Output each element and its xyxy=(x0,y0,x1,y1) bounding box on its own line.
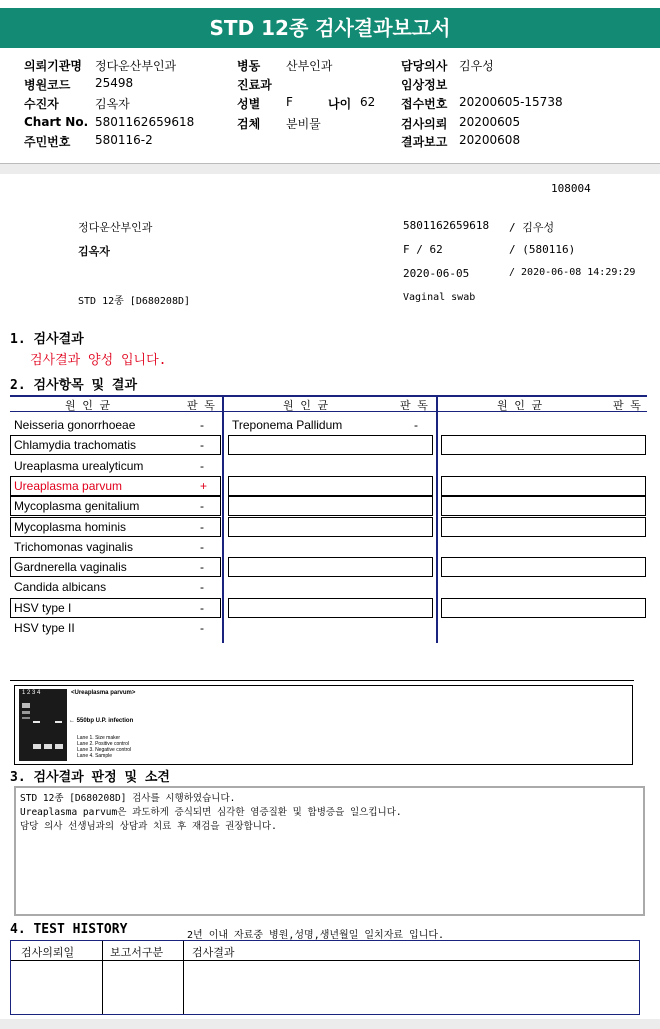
organism-result: - xyxy=(200,540,204,554)
dept-label: 진료과 xyxy=(237,78,272,92)
accession-value: 20200605-15738 xyxy=(459,95,563,109)
history-table xyxy=(10,940,640,1015)
report-doctor: / 김우성 xyxy=(509,221,555,234)
gel-ladder-band xyxy=(22,717,30,719)
section2-title: 2. 검사항목 및 결과 xyxy=(10,378,138,393)
history-col-date: 검사의뢰일 xyxy=(21,946,75,959)
organism-result: + xyxy=(200,479,208,493)
opinion-line-1: STD 12종 [D680208D] 검사를 시행하였습니다. xyxy=(20,793,236,804)
report-date-reported: / 2020-06-08 14:29:29 xyxy=(509,267,636,278)
organism-name: Candida albicans xyxy=(14,580,107,594)
report-title: STD 12종 검사결과보고서 xyxy=(0,8,660,48)
section1-title: 1. 검사결과 xyxy=(10,332,84,347)
organism-result: - xyxy=(200,601,204,615)
report-date-received: 2020-06-05 xyxy=(403,267,470,280)
gel-positive-band xyxy=(33,721,40,723)
col-judge-3: 판 독 xyxy=(613,399,641,412)
doctor-value: 김우성 xyxy=(459,59,494,73)
gel-legend-1: Lane 1. Size maker xyxy=(77,735,121,741)
history-col-result: 검사결과 xyxy=(192,946,235,959)
gel-band-label: ← 550bp U.P. infection xyxy=(69,718,134,724)
report-sample: Vaginal swab xyxy=(403,292,476,303)
report-sex-age: F / 62 xyxy=(403,243,443,256)
chart-value: 5801162659618 xyxy=(95,115,195,129)
organism-name: Gardnerella vaginalis xyxy=(14,560,127,574)
patient-label: 수진자 xyxy=(24,97,59,111)
empty-cell-box xyxy=(441,557,646,577)
gel-separator xyxy=(10,680,634,681)
empty-cell-box xyxy=(441,496,646,516)
specimen-label: 검체 xyxy=(237,117,261,131)
accession-label: 접수번호 xyxy=(401,97,448,111)
ward-label: 병동 xyxy=(237,59,261,73)
col-organism-3: 원 인 균 xyxy=(497,399,543,412)
organism-name: Mycoplasma hominis xyxy=(14,520,127,534)
opinion-box xyxy=(14,786,645,916)
history-col-type: 보고서구분 xyxy=(110,946,164,959)
gel-primer-band xyxy=(33,744,41,749)
organism-result: - xyxy=(200,459,204,473)
age-label: 나이 xyxy=(328,97,352,111)
gel-primer-band xyxy=(44,744,52,749)
ward-value: 산부인과 xyxy=(286,59,333,73)
divider-band xyxy=(0,164,660,174)
empty-cell-box xyxy=(228,435,433,455)
empty-cell-box xyxy=(228,517,433,537)
organism-result: - xyxy=(200,560,204,574)
request-value: 20200605 xyxy=(459,115,521,129)
empty-cell-box xyxy=(228,557,433,577)
hospital-value: 정다운산부인과 xyxy=(95,59,177,73)
organism-name: HSV type II xyxy=(14,621,75,635)
organism-result: - xyxy=(200,520,204,534)
section3-title: 3. 검사결과 판정 및 소견 xyxy=(10,770,170,785)
opinion-line-3: 담당 의사 선생님과의 상담과 치료 후 재검을 권장합니다. xyxy=(20,821,277,832)
report-chart: 5801162659618 xyxy=(403,219,490,232)
history-note: 2년 이내 자료중 병원,성명,생년월일 일치자료 입니다. xyxy=(187,930,445,941)
report-patient: 김옥자 xyxy=(78,245,110,258)
gel-primer-band xyxy=(55,744,63,749)
report-birth: / (580116) xyxy=(509,243,576,256)
gel-legend-2: Lane 2. Positive control xyxy=(77,741,129,747)
id-value: 580116-2 xyxy=(95,133,153,147)
specimen-value: 분비물 xyxy=(286,117,321,131)
report-test: STD 12종 [D680208D] xyxy=(78,296,191,307)
column-divider-1 xyxy=(222,397,224,643)
gel-legend-4: Lane 4. Sample xyxy=(77,753,113,759)
report-hospital: 정다운산부인과 xyxy=(78,221,153,234)
column-divider-2 xyxy=(436,397,438,643)
code-label: 병원코드 xyxy=(24,78,71,92)
col-organism-2: 원 인 균 xyxy=(283,399,329,412)
empty-cell-box xyxy=(228,598,433,618)
organism-name: HSV type I xyxy=(14,601,72,615)
patient-value: 김옥자 xyxy=(95,97,130,111)
col-organism-1: 원 인 균 xyxy=(65,399,111,412)
treponema-result: - xyxy=(414,418,418,432)
empty-cell-box xyxy=(228,476,433,496)
organism-result: - xyxy=(200,499,204,513)
code-value: 25498 xyxy=(95,76,134,90)
sex-value: F xyxy=(286,95,293,109)
treponema-name: Treponema Pallidum xyxy=(232,418,343,432)
organism-name: Neisseria gonorrhoeae xyxy=(14,418,136,432)
report-date-label: 결과보고 xyxy=(401,135,448,149)
request-label: 검사의뢰 xyxy=(401,117,448,131)
col-judge-1: 판 독 xyxy=(187,399,215,412)
gel-image xyxy=(14,685,633,765)
organism-result: - xyxy=(200,580,204,594)
organism-result: - xyxy=(200,621,204,635)
gel-title: <Ureaplasma parvum> xyxy=(71,690,136,696)
empty-cell-box xyxy=(441,598,646,618)
gel-sample-band xyxy=(55,721,62,723)
report-date-value: 20200608 xyxy=(459,133,521,147)
sex-label: 성별 xyxy=(237,97,261,111)
opinion-line-2: Ureaplasma parvum은 과도하게 증식되면 심각한 염증질환 및 합병증을 일으킵니다. xyxy=(20,807,402,818)
organism-result: - xyxy=(200,438,204,452)
gel-ladder-band xyxy=(22,703,30,708)
clinical-label: 임상정보 xyxy=(401,78,448,92)
organism-name: Ureaplasma parvum xyxy=(14,479,123,493)
organism-name: Ureaplasma urealyticum xyxy=(14,459,144,473)
hospital-label: 의뢰기관명 xyxy=(24,59,82,73)
empty-cell-box xyxy=(441,476,646,496)
empty-cell-box xyxy=(441,435,646,455)
section1-result: 검사결과 양성 입니다. xyxy=(30,353,167,368)
col-judge-2: 판 독 xyxy=(400,399,428,412)
id-label: 주민번호 xyxy=(24,135,71,149)
section4-title: 4. TEST HISTORY xyxy=(10,922,128,937)
gel-ladder-band xyxy=(22,711,30,714)
empty-cell-box xyxy=(441,517,646,537)
chart-label: Chart No. xyxy=(24,115,89,129)
gel-lanes: 1 2 3 4 xyxy=(22,690,41,696)
gel-legend-3: Lane 3. Negative control xyxy=(77,747,132,753)
organism-name: Mycoplasma genitalium xyxy=(14,499,140,513)
doctor-label: 담당의사 xyxy=(401,59,448,73)
report-number: 108004 xyxy=(551,182,591,195)
age-value: 62 xyxy=(360,95,376,109)
bottom-band xyxy=(0,1019,660,1029)
organism-name: Chlamydia trachomatis xyxy=(14,438,137,452)
patient-header xyxy=(0,48,660,164)
gel-photo xyxy=(19,689,67,761)
gel-band-label-text: 550bp U.P. infection xyxy=(76,718,134,724)
organism-result: - xyxy=(200,418,204,432)
organism-name: Trichomonas vaginalis xyxy=(14,540,133,554)
empty-cell-box xyxy=(228,496,433,516)
